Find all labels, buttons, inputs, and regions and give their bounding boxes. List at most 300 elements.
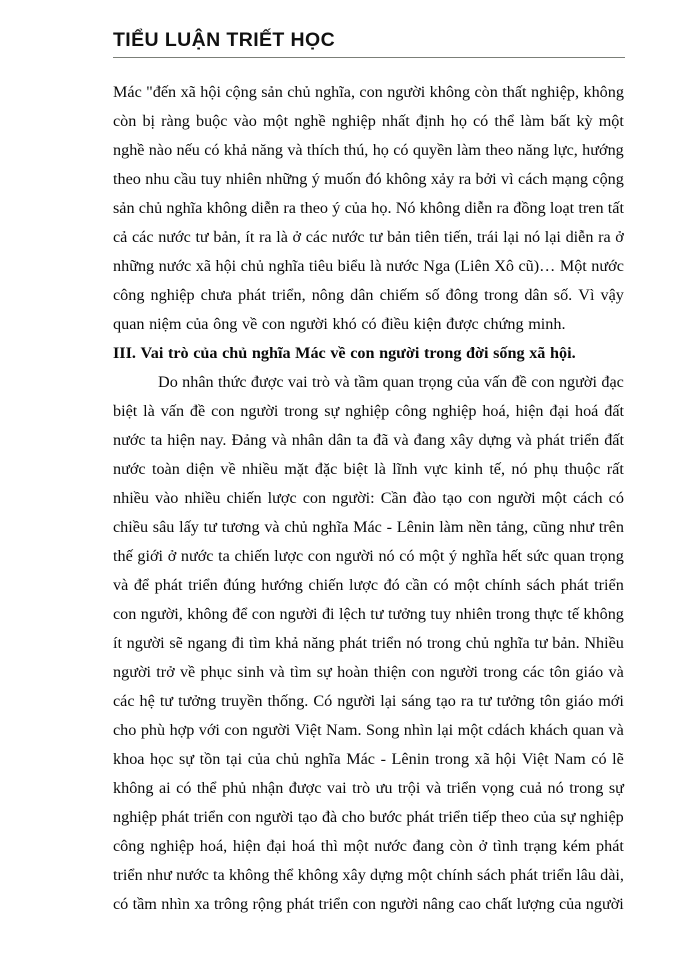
text-word: nông (311, 286, 345, 304)
text-word: bản (387, 228, 411, 246)
text-word: nhìn (161, 895, 190, 913)
text-word: trở (156, 663, 175, 681)
text-word: ưu (375, 779, 393, 797)
text-word: lực, (553, 141, 578, 159)
text-word: sự (316, 663, 332, 681)
text-word: người (558, 373, 597, 391)
text-word: cộng (592, 170, 624, 188)
text-word: mới (598, 692, 624, 710)
text-word: một (598, 112, 624, 130)
text-word: quan (113, 315, 145, 333)
text-word: mặt (284, 460, 309, 478)
text-word: dân (350, 286, 374, 304)
text-line (113, 513, 624, 542)
text-word: tư (534, 634, 548, 652)
text-word: đó (383, 576, 400, 594)
text-word: nhân (182, 373, 214, 391)
text-word: sự (179, 750, 195, 768)
text-line (113, 281, 624, 310)
text-word: sự (608, 779, 624, 797)
text-word: ra (458, 170, 472, 188)
text-word: xa (194, 895, 210, 913)
text-word: để (232, 605, 248, 623)
text-word: quyền (412, 141, 453, 159)
text-word: làm (456, 141, 481, 159)
text-word: buộc (195, 112, 228, 130)
text-word: biệt (343, 460, 368, 478)
text-word: ngang (187, 634, 227, 652)
text-word: đông (445, 286, 479, 304)
text-word: lược (267, 489, 297, 507)
text-word: theo (485, 141, 514, 159)
text-word: người (335, 547, 374, 565)
text-word: ra (598, 228, 611, 246)
text-word: nếu (176, 141, 200, 159)
text-word: bước (369, 808, 402, 826)
text-word: Nga (423, 257, 451, 275)
text-word: khả (223, 141, 248, 159)
text-word: thể (196, 779, 217, 797)
text-word: nghĩa (166, 199, 203, 217)
text-word: tế, (489, 460, 506, 478)
text-word: tưởng (496, 692, 535, 710)
text-word: toàn (151, 460, 180, 478)
text-word: người (387, 83, 426, 101)
text-word: người (337, 692, 376, 710)
text-word: bản. (552, 634, 580, 652)
text-word: sinh (237, 663, 265, 681)
text-word: nghĩa (312, 518, 349, 536)
text-word: nhìn (403, 721, 433, 739)
text-word: học (150, 750, 174, 768)
text-word: trái (476, 228, 499, 246)
text-word: triển (113, 866, 143, 884)
text-word: phụ (533, 460, 559, 478)
text-word: những (113, 257, 155, 275)
text-word: tiến, (443, 228, 473, 246)
text-word: Cần (380, 489, 407, 507)
text-word: nhu (145, 170, 170, 188)
text-word: xảy (430, 170, 455, 188)
text-word: tư (203, 518, 217, 536)
text-word: và (264, 518, 280, 536)
text-word: phát (237, 286, 266, 304)
text-word: tư (369, 228, 383, 246)
text-word: có (113, 895, 129, 913)
text-word: lĩnh (392, 460, 418, 478)
text-word: đại (549, 402, 570, 420)
text-word: làm (439, 518, 464, 536)
text-word: lẽ (612, 750, 624, 768)
text-word: trò (167, 344, 189, 362)
text-word: quan (572, 721, 605, 739)
text-word: tạo (442, 489, 463, 507)
text-word: sản (261, 83, 283, 101)
text-word: công (395, 402, 427, 420)
text-word: tương (221, 518, 260, 536)
text-word: năng (517, 141, 549, 159)
text-word: con (531, 373, 555, 391)
text-word: chiến (234, 547, 270, 565)
text-word: tảng, (496, 518, 529, 536)
text-word: hoá (574, 402, 599, 420)
document-header (113, 30, 625, 58)
text-word: những (266, 170, 308, 188)
text-word: chiến (226, 489, 262, 507)
text-word: Nam. (326, 721, 362, 739)
text-word: nghĩa (268, 257, 305, 275)
text-word: nền (468, 518, 492, 536)
text-word: con (359, 83, 383, 101)
text-line (113, 890, 624, 919)
text-word: khách (529, 721, 569, 739)
text-word: như (569, 518, 595, 536)
text-word: chủ (138, 199, 163, 217)
text-word: Lênin (396, 518, 435, 536)
text-word: vọng (481, 779, 515, 797)
text-word: định (415, 112, 445, 130)
text-word: dân (328, 431, 352, 449)
text-word: dài, (600, 866, 624, 884)
text-word: trên (598, 518, 624, 536)
text-word: cho (341, 808, 365, 826)
text-line (113, 310, 624, 339)
text-word: nghĩa, (314, 83, 355, 101)
text-word: ra (460, 692, 474, 710)
text-word: nước (180, 547, 214, 565)
text-word: nâng (422, 895, 455, 913)
text-word: nghiệp (432, 402, 477, 420)
text-word: sức (526, 547, 549, 565)
text-word: tư (370, 605, 384, 623)
text-word: nó (378, 547, 395, 565)
text-line (113, 194, 624, 223)
text-word: triển (438, 808, 469, 826)
text-word: cả (113, 228, 128, 246)
text-word: là (143, 402, 155, 420)
text-word: tôn (549, 663, 571, 681)
text-word: vì (501, 170, 514, 188)
text-word: dựng (478, 431, 512, 449)
text-word: người (585, 895, 624, 913)
text-word: và (287, 141, 303, 159)
text-word: bản, (213, 228, 241, 246)
text-word: trong (434, 750, 470, 768)
text-word: đất (604, 431, 624, 449)
text-word: phát (154, 576, 183, 594)
text-word: nước (158, 257, 192, 275)
text-word: cuả (519, 779, 543, 797)
text-word: khoa (113, 750, 145, 768)
text-word: sâu (152, 518, 175, 536)
text-word: đại (266, 837, 287, 855)
text-word: tư (195, 228, 209, 246)
text-word: triển (446, 779, 477, 797)
text-word: được (446, 315, 479, 333)
text-word: phát (560, 576, 589, 594)
text-word: chủ (465, 634, 490, 652)
text-word: nghĩa (251, 344, 291, 362)
text-word: một (541, 489, 567, 507)
text-word: có (399, 547, 415, 565)
text-word: để (133, 576, 150, 594)
text-word: xã (474, 750, 490, 768)
text-word: giới (137, 547, 164, 565)
text-word: nghiệp (331, 112, 376, 130)
text-word: thuộc (564, 460, 601, 478)
text-word: đời (466, 344, 489, 362)
text-word: được (288, 779, 322, 797)
text-word: các (132, 228, 154, 246)
text-word: người (255, 808, 294, 826)
text-word: của (457, 373, 480, 391)
text-word: cdách (487, 721, 526, 739)
text-word: một (454, 576, 480, 594)
text-word: năng (303, 634, 335, 652)
text-word: xây (342, 866, 366, 884)
text-word: chủ (275, 750, 300, 768)
text-word: và (334, 373, 350, 391)
text-word: triển (542, 866, 572, 884)
text-word: không (206, 199, 248, 217)
text-word: chính (484, 576, 521, 594)
text-word: trong (426, 634, 462, 652)
text-word: năng (251, 141, 283, 159)
text-word: ít (113, 634, 122, 652)
text-word: trong (483, 663, 518, 681)
text-word: nó (406, 634, 423, 652)
text-line (113, 658, 624, 687)
text-word: làm (520, 112, 545, 130)
text-word: về (241, 315, 258, 333)
text-word: ý (332, 199, 341, 217)
text-line (113, 223, 624, 252)
text-word: sách (477, 866, 506, 884)
text-word: theo (300, 199, 329, 217)
text-word: đề (511, 373, 527, 391)
text-word: trò (312, 373, 331, 391)
text-line (113, 484, 624, 513)
text-word: ít (245, 228, 255, 246)
text-word: vai (287, 373, 308, 391)
text-word: cách (572, 489, 603, 507)
text-word: đúng (223, 576, 256, 594)
text-word: đất (604, 402, 624, 420)
text-word: (Liên (454, 257, 490, 275)
text-word: bất (550, 112, 571, 130)
text-word: đặc (314, 460, 338, 478)
text-word: triển (188, 576, 218, 594)
text-word: chiếm (379, 286, 420, 304)
text-word: diễn (565, 228, 594, 246)
text-word: tưởng (178, 692, 217, 710)
text-word: một (419, 547, 445, 565)
text-word: thể (494, 112, 515, 130)
text-word: vào (233, 112, 257, 130)
text-word: tuy (200, 170, 222, 188)
text-word: thức (217, 373, 247, 391)
text-word: nghĩa (304, 750, 341, 768)
text-word: nhận (251, 779, 284, 797)
text-word: trọng (418, 373, 453, 391)
text-word: các (522, 663, 545, 681)
text-line (113, 542, 624, 571)
text-word: còn (474, 83, 498, 101)
text-line (113, 339, 624, 368)
text-word: nhiều (184, 489, 221, 507)
page-title: TIỂU LUẬN TRIẾT HỌC (113, 29, 336, 51)
text-word: nghề (113, 141, 145, 159)
text-word: một (407, 866, 433, 884)
text-word: các (305, 228, 328, 246)
text-word: chủ (284, 518, 308, 536)
text-word: ở (167, 547, 177, 565)
text-word: nước (113, 431, 146, 449)
text-word: vấn (483, 373, 508, 391)
text-word: kiện (413, 315, 442, 333)
text-word: Mác (295, 344, 326, 362)
text-word: phát (510, 866, 538, 884)
text-word: ra (259, 228, 272, 246)
text-word: triển (318, 895, 349, 913)
text-word: hội (215, 257, 237, 275)
text-word: con (251, 605, 276, 623)
text-word: ra (283, 199, 296, 217)
text-word: trong (284, 402, 319, 420)
text-word: về (220, 460, 236, 478)
text-word: ở (292, 228, 302, 246)
text-word: có (473, 112, 489, 130)
text-word: Có (313, 692, 333, 710)
text-word: và (113, 576, 129, 594)
text-word: tình (492, 837, 518, 855)
text-word: chiều (113, 518, 149, 536)
text-word: vai (326, 779, 347, 797)
text-word: của (344, 199, 368, 217)
text-word: lệch (338, 605, 366, 623)
text-word: hiện (515, 402, 544, 420)
text-word: có (176, 779, 192, 797)
text-word: nhiên (225, 170, 262, 188)
text-word: nghiệp (579, 808, 624, 826)
text-word: người, (140, 605, 183, 623)
text-word: một (262, 112, 289, 130)
text-word: thống. (267, 692, 309, 710)
text-word: Do (158, 373, 178, 391)
text-word: lại (544, 228, 561, 246)
text-word: phục (200, 663, 232, 681)
text-line (113, 107, 624, 136)
text-word: bị (142, 112, 156, 130)
text-word: Nhiều (584, 634, 624, 652)
text-word: Song (366, 721, 400, 739)
text-word: không (187, 605, 228, 623)
text-word: họ. (371, 199, 392, 217)
text-word: phát (536, 431, 565, 449)
text-word: nghiệp (150, 837, 195, 855)
text-word: thực (534, 605, 563, 623)
text-word: có (433, 576, 449, 594)
text-word: xã (195, 257, 211, 275)
text-word: ở (478, 837, 488, 855)
text-word: tiêu (308, 257, 334, 275)
text-word: lượng (516, 895, 555, 913)
text-word: hội (200, 83, 221, 101)
text-word: không (297, 866, 339, 884)
text-line (113, 397, 624, 426)
text-word: sự (324, 402, 340, 420)
text-word: nhiều (241, 460, 278, 478)
text-word: người: (332, 489, 375, 507)
text-word: ông (213, 315, 238, 333)
text-word: nước (113, 460, 146, 478)
text-word: đã (373, 431, 389, 449)
text-word: cũ)… (518, 257, 556, 275)
text-word: Một (559, 257, 587, 275)
text-word: không (228, 866, 270, 884)
text-word: người (240, 402, 279, 420)
text-word: đi (321, 605, 335, 623)
text-line (113, 252, 624, 281)
text-word: chủ (222, 344, 248, 362)
text-word: tạo (297, 808, 318, 826)
text-word: tôn (539, 692, 561, 710)
text-line (113, 687, 624, 716)
text-word: lâu (576, 866, 596, 884)
text-word: cao (458, 895, 481, 913)
text-word: thì (320, 837, 338, 855)
text-word: họ (372, 141, 389, 159)
text-word: ta (218, 547, 230, 565)
text-word: còn (449, 837, 473, 855)
text-word: về (330, 344, 346, 362)
text-word: phát (161, 808, 190, 826)
text-word: tầm (354, 373, 379, 391)
text-word: con (211, 402, 235, 420)
text-word: tren (578, 199, 604, 217)
text-word: có (608, 489, 624, 507)
text-word: kém (562, 837, 591, 855)
text-line (113, 600, 624, 629)
text-word: và (271, 431, 287, 449)
text-word: con (113, 605, 137, 623)
text-word: vấn (160, 402, 185, 420)
text-word: về (179, 663, 196, 681)
text-word: con (468, 489, 492, 507)
text-word: nó (547, 779, 564, 797)
text-word: muốn (324, 170, 362, 188)
text-word: ý (311, 170, 320, 188)
text-word: lại (503, 228, 520, 246)
text-word: lược (274, 547, 304, 565)
text-word: của (558, 895, 582, 913)
text-word: nước (158, 228, 191, 246)
text-word: nghiệp (113, 808, 158, 826)
text-word: một (457, 721, 483, 739)
text-word: triển (594, 576, 624, 594)
text-word: người (126, 634, 165, 652)
text-word: triển (569, 431, 600, 449)
text-word: diện (186, 460, 215, 478)
text-word: không (419, 199, 461, 217)
text-word: nó (523, 228, 541, 246)
text-word: và (608, 663, 624, 681)
text-word: tại (225, 750, 243, 768)
text-word: nghiệp (345, 402, 390, 420)
text-line (113, 716, 624, 745)
text-word: quan (553, 547, 586, 565)
text-word: vào (155, 489, 179, 507)
